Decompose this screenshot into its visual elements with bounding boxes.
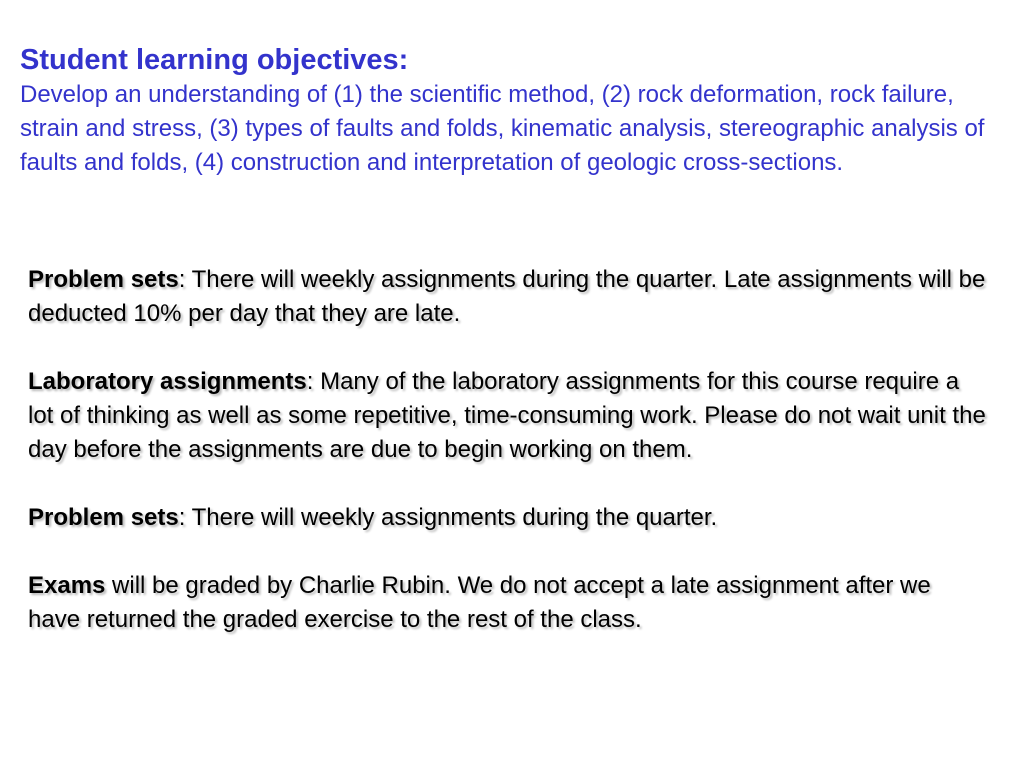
- policy-text: : Many of the laboratory assignments for this course require a lot of thinking as well as some repetitive, time-consuming work. Please do not wait unit the day before the assignments are due to begin working on them.: [28, 368, 986, 463]
- policy-term: Problem sets: [28, 504, 179, 531]
- policy-problem-sets: [28, 263, 988, 331]
- policy-problem-sets-repeat: [28, 501, 988, 535]
- objectives-heading: Student learning objectives:: [20, 44, 409, 76]
- policy-exams: [28, 569, 988, 637]
- policy-term: Exams: [28, 572, 106, 599]
- policy-term: Laboratory assignments: [28, 368, 307, 395]
- policy-laboratory-assignments: [28, 365, 988, 467]
- policy-text: will be graded by Charlie Rubin. We do not accept a late assignment after we have returned the graded exercise to the rest of the class.: [28, 572, 931, 633]
- policy-text: : There will weekly assignments during the quarter.: [178, 504, 718, 531]
- learning-objectives-section: [20, 42, 1010, 180]
- policy-text: : There will weekly assignments during the quarter. Late assignments will be deducted 10% per day that they are late.: [28, 266, 986, 327]
- objectives-text: Develop an understanding of (1) the scientific method, (2) rock deformation, rock failure, strain and stress, (3) types of faults and folds, kinematic analysis, stereographic analysis of faults and folds, (4) construction and interpretation of geologic cross-sections.: [20, 81, 985, 176]
- course-policies-section: [28, 263, 988, 671]
- policy-term: Problem sets: [28, 266, 179, 293]
